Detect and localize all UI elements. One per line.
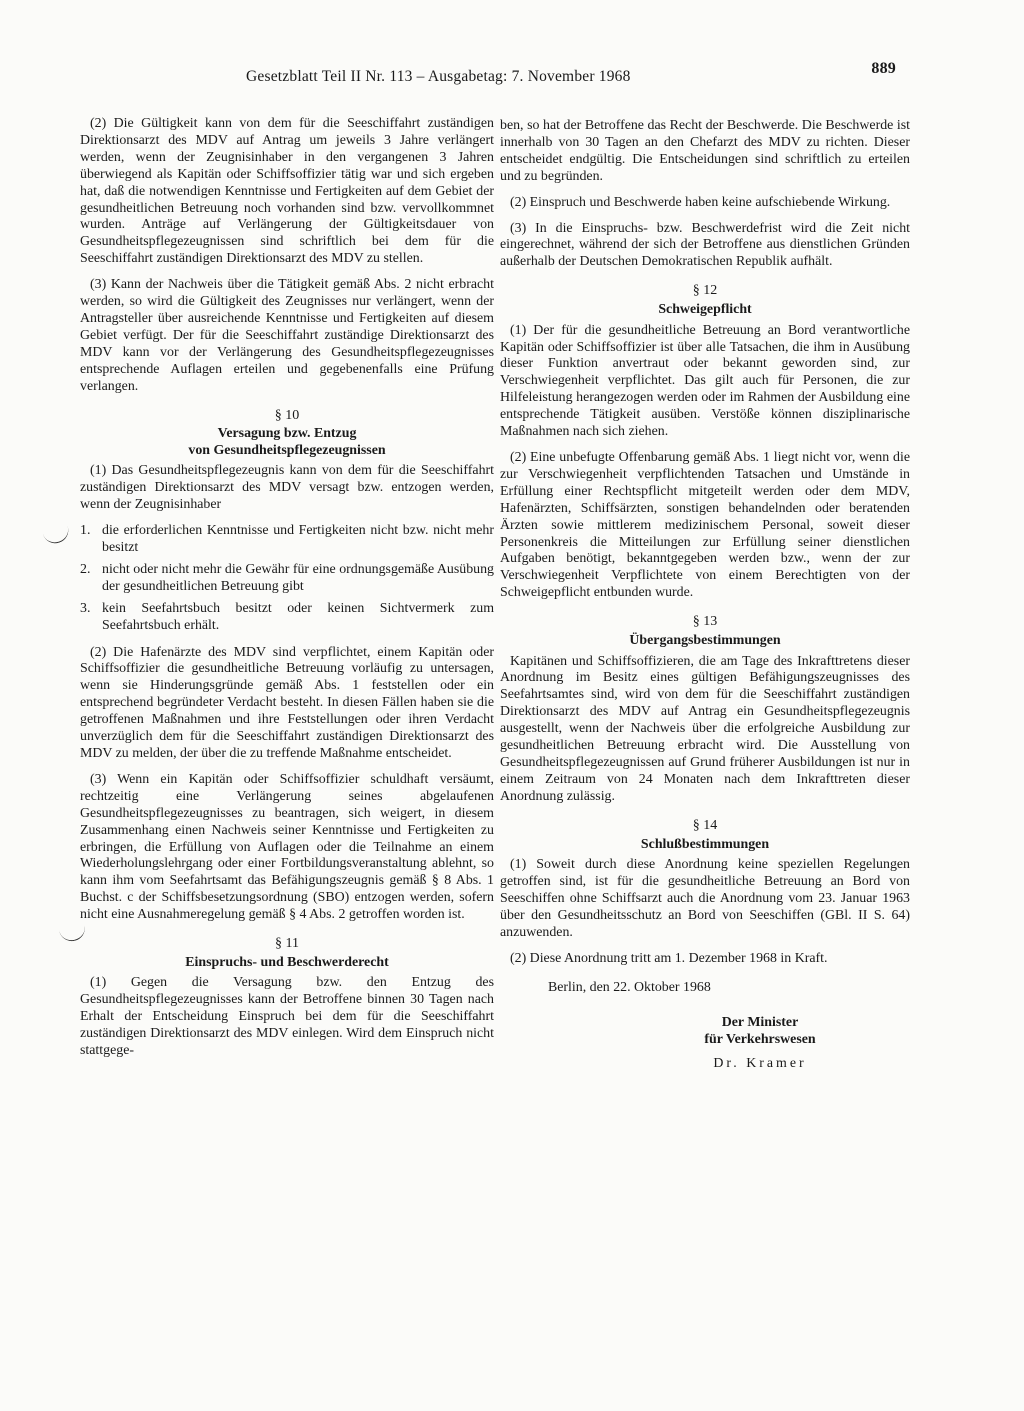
list-item-number: 2. [80,561,91,577]
signatory-ministry: für Verkehrswesen [704,1032,816,1048]
gazette-title: Gesetzblatt Teil II Nr. 113 – Ausgabetag: 7. November 1968 [246,68,631,85]
list-item [80,562,494,596]
signatory-name: Dr. Kramer [713,1056,807,1072]
right-column [500,118,910,1073]
paragraph: (1) Das Gesundheitspflegezeugnis kann von dem für die Seeschiffahrt zuständigen Direktionsarzt des MDV versagt bzw. entzogen werden, wenn der Zeugnisinhaber [80,463,494,513]
paragraph: (1) Der für die gesundheitliche Betreuung an Bord verantwortliche Kapitän oder Schiffsoffizier ist über alle Tatsachen, die ihm in Ausübung dieser Funktion anvertraut oder bekannt geworden sind, zur Verschwiegenheit verpflichtet. Das gilt auch für Personen, die zur Hilfeleistung herangezogen werden oder im Rahmen der Ausbildung eine entsprechende Tätigkeit ausüben. Verstöße können disziplinarische Maßnahmen nach sich ziehen. [500,322,910,440]
paragraph: (2) Einspruch und Beschwerde haben keine aufschiebende Wirkung. [510,194,891,210]
paragraph: (3) Wenn ein Kapitän oder Schiffsoffizier schuldhaft versäumt, rechtzeitig eine Verlängerung seines abgelaufenen Gesundheitspflegezeugnisses zu beantragen, sich weigert, in diesem Zusammenhang einen Nachweis seiner Kenntnisse und Fertigkeiten zu erbringen, die Erfüllung von Auflagen oder die Teilnahme an einem Wiederholungslehrgang oder einer Fortbildungsveranstaltung ablehnt, so kann ihm vom Seefahrtsamt das Befähigungszeugnis gemäß § 8 Abs. 1 Buchst. c der Schiffsbesetzungsordnung (SBO) entzogen werden, sofern nicht eine Ausnahmeregelung gemäß § 4 Abs. 2 getroffen worden ist. [80,771,494,923]
section-heading: Einspruchs- und Beschwerderecht [185,954,389,970]
paragraph: (3) Kann der Nachweis über die Tätigkeit gemäß Abs. 2 nicht erbracht werden, so wird die Gültigkeit des Zeugnisses nur verlängert, wenn der Antragsteller über ausreichende Kenntnisse und Fertigkeiten auf diesem Gebiet verfügt. Der für die Seeschiffahrt zuständige Direktionsarzt des MDV kann vor der Verlängerung des Gesundheitspflegezeugnisses entsprechende Auflagen erteilen und gegebenenfalls eine Prüfung verlangen. [80,277,494,394]
section-number: § 14 [692,817,718,833]
section-heading: Schlußbestimmungen [640,836,770,852]
paragraph: (2) Diese Anordnung tritt am 1. Dezember 1968 in Kraft. [510,950,828,966]
page-number: 889 [871,60,896,77]
paragraph: (3) In die Einspruchs- bzw. Beschwerdefrist wird die Zeit nicht eingerechnet, während der sich der Betroffene aus dienstlichen Gründen außerhalb der Deutschen Demokratischen Republik aufhält. [500,220,910,270]
place-and-date: Berlin, den 22. Oktober 1968 [548,979,711,995]
list-item-text: kein Seefahrtsbuch besitzt oder keinen Sichtvermerk zum Seefahrtsbuch erhält. [102,600,494,633]
paragraph: (1) Gegen die Versagung bzw. den Entzug des Gesundheitspflegezeugnisses kann der Betroffene binnen 30 Tagen nach Erhalt der Entscheidung Einspruch bei dem für die Seeschiffahrt zuständigen Direktionsarzt des MDV einlegen. Wird dem Einspruch nicht stattgege- [80,975,494,1059]
numbered-list [80,523,494,634]
section-heading-line: Versagung bzw. Entzug [217,426,357,442]
list-item-text: nicht oder nicht mehr die Gewähr für eine ordnungsgemäße Ausübung der gesundheitlichen Betreuung gibt [102,561,494,594]
paragraph: (1) Soweit durch diese Anordnung keine speziellen Regelungen getroffen sind, ist für die gesundheitliche Betreuung an Bord von Seeschiffen ohne Schiffsarzt auch die Anordnung vom 23. Januar 1963 über den Gesundheitsschutz an Bord von Seeschiffen (GBl. II S. 64) anzuwenden. [500,857,910,940]
section-number: § 13 [692,614,718,630]
section-heading: Schweigepflicht [658,302,752,318]
section-number: § 12 [692,283,718,299]
left-column [80,116,494,1069]
section-number: § 10 [274,407,300,423]
paragraph: ben, so hat der Betroffene das Recht der Beschwerde. Die Beschwerde ist innerhalb von 30 Tagen an den Chefarzt des MDV zu richten. Dieser entscheidet endgültig. Die Entscheidungen sind schriftlich zu erteilen und zu begründen. [500,118,910,184]
page-header [246,60,896,94]
list-item [80,601,494,635]
paragraph: (2) Die Gültigkeit kann von dem für die Seeschiffahrt zuständigen Direktionsarzt des MDV auf Antrag um jeweils 3 Jahre verlängert werden, wenn der Zeugnisinhaber in den vergangenen 3 Jahren überwiegend als Kapitän oder Schiffsoffizier tätig war und sich ergeben hat, daß die notwendigen Kenntnisse und Fertigkeiten auf dem Gebiet der gesundheitlichen Betreuung noch vorhanden sind bzw. vervollkommnet wurden. Anträge auf Verlängerung der Gültigkeitsdauer von Gesundheitspflegezeugnissen sind schriftlich bei dem für die Seeschiffahrt zuständigen Direktionsarzt des MDV zu stellen. [80,116,494,267]
section-heading: Übergangsbestimmungen [629,633,781,649]
section-heading [80,426,494,459]
paragraph: Kapitänen und Schiffsoffizieren, die am Tage des Inkrafttretens dieser Anordnung im Besitz eines gültigen Befähigungszeugnisses des Seefahrtsamtes sind, wird von dem für die Seeschiffahrt zuständigen Direktionsarzt des MDV auf Antrag ein Gesundheitspflegezeugnis ausgestellt, wenn der Nachweis über die erfolgreiche Ausbildung zur gesundheitlichen Betreuung erbracht wird. Die Ausstellung von Gesundheitspflegezeugnissen auf Grund früherer Ausbildungen ist nur in einem Zeitraum von 24 Monaten nach dem Inkrafttreten dieser Anordnung zulässig. [500,653,910,804]
margin-check-mark [42,524,71,546]
list-item-number: 1. [80,523,91,539]
section-heading-line: von Gesundheitspflegezeugnissen [188,442,386,458]
signature-block [500,980,910,1074]
paragraph: (2) Die Hafenärzte des MDV sind verpflichtet, einem Kapitän oder Schiffsoffizier die gesundheitliche Betreuung vorläufig zu untersagen, wenn sie Hinderungsgründe gemäß Abs. 1 feststellen oder ein entsprechend begründeter Verdacht besteht. In diesen Fällen haben sie die getroffenen Maßnahmen und ihre Feststellungen oder ihren Verdacht unverzüglich dem für die Seeschiffahrt zuständigen Direktionsarzt des MDV zu melden, der über die zu treffende Maßnahme entscheidet. [80,644,494,761]
list-item-number: 3. [80,600,91,616]
signatory-title: Der Minister [721,1015,799,1031]
section-number: § 11 [275,936,299,952]
list-item [80,523,494,557]
paragraph: (2) Eine unbefugte Offenbarung gemäß Abs. 1 liegt nicht vor, wenn die zur Verschwiegenheit verpflichtenden Tatsachen und Umstände in Erfüllung einer Rechtspflicht mitgeteilt werden oder dem MDV, Hafenärzten, Schiffsärzten, sonstigen behandelnden oder beratenden Ärzten sowie mittlerem medizinischem Personal, soweit dieser Personenkreis die Mitteilungen zur Erfüllung seiner dienstlichen Aufgaben benötigt, bekanntgegeben werden bzw., wenn der zur Verschwiegenheit Verpflichtete von einem Berechtigten von der Schweigepflicht entbunden wurde. [500,450,910,601]
list-item-text: die erforderlichen Kenntnisse und Fertigkeiten nicht bzw. nicht mehr besitzt [102,523,494,556]
